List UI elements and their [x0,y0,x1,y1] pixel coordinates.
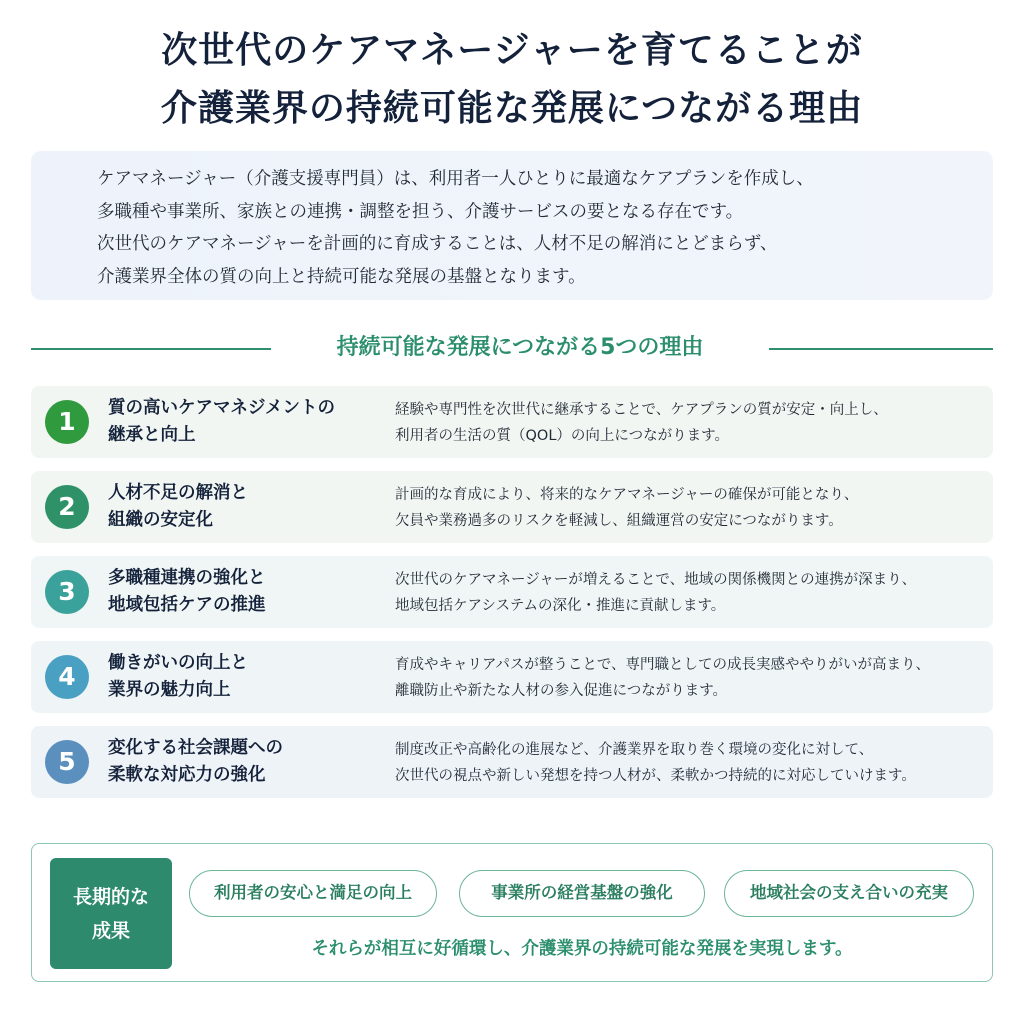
section-header [31,328,993,368]
intro-line: ケアマネージャー（介護支援専門員）は、利用者一人ひとりに最適なケアプランを作成し、 [97,169,814,189]
reason-description-line: 次世代の視点や新しい発想を持つ人材が、柔軟かつ持続的に対応していけます。 [395,768,916,784]
outcome-badge [50,858,172,969]
reason-number-badge: 4 [45,655,89,699]
intro-line: 介護業界全体の質の向上と持続可能な発展の基盤となります。 [97,266,586,287]
outcome-badge-line: 長期的な [72,885,149,908]
page-title-line-1: 次世代のケアマネージャーを育てることが [161,30,863,71]
reason-item-1 [31,386,993,458]
reason-description-line: 計画的な育成により、将来的なケアマネージャーの確保が可能となり、 [395,487,859,503]
reason-number-badge: 5 [45,740,89,784]
reason-item-4 [31,641,993,713]
reason-heading [108,735,283,789]
reason-description [395,482,858,534]
reason-item-2 [31,471,993,543]
reason-heading-line: 人材不足の解消と [108,483,248,503]
intro-panel [31,151,993,300]
reason-description [395,652,930,704]
reason-item-3 [31,556,993,628]
section-divider-right [769,348,993,350]
reason-heading [108,650,248,704]
reason-heading [108,480,248,534]
reason-description-line: 経験や専門性を次世代に継承することで、ケアプランの質が安定・向上し、 [395,402,888,418]
reason-item-5 [31,726,993,798]
reason-heading-line: 変化する社会課題への [108,738,283,758]
reason-description [395,737,916,789]
reason-heading-line: 質の高いケアマネジメントの [108,398,335,418]
reason-heading-line: 組織の安定化 [108,510,213,530]
reason-heading-line: 柔軟な対応力の強化 [108,765,266,785]
reason-number-badge: 3 [45,570,89,614]
reason-description-line: 地域包括ケアシステムの深化・推進に貢献します。 [395,598,726,614]
reason-list [31,386,993,811]
reason-description-line: 離職防止や新たな人材の参入促進につながります。 [395,683,728,699]
outcome-pill: 利用者の安心と満足の向上 [189,870,437,917]
outcome-panel [31,843,993,982]
outcome-pill: 事業所の経営基盤の強化 [459,870,705,917]
reason-heading [108,395,335,449]
page-title-line-2: 介護業界の持続可能な発展につながる理由 [160,88,864,129]
reason-description [395,397,888,449]
outcome-pill: 地域社会の支え合いの充実 [724,870,974,917]
reason-description [395,567,916,619]
outcome-badge-line: 成果 [91,919,130,942]
reason-description-line: 欠員や業務過多のリスクを軽減し、組織運営の安定につながります。 [395,513,843,529]
section-title: 持続可能な発展につながる5つの理由 [336,335,704,360]
section-divider-left [31,348,271,350]
reason-description-line: 制度改正や高齢化の進展など、介護業界を取り巻く環境の変化に対して、 [395,742,874,758]
page-title [0,22,1024,138]
reason-number-badge: 2 [45,485,89,529]
reason-description-line: 利用者の生活の質（QOL）の向上につながります。 [395,428,729,444]
intro-line: 次世代のケアマネージャーを計画的に育成することは、人材不足の解消にとどまらず、 [97,234,778,254]
reason-heading-line: 地域包括ケアの推進 [108,595,266,615]
reason-heading-line: 働きがいの向上と [108,653,248,673]
intro-line: 多職種や事業所、家族との連携・調整を担う、介護サービスの要となる存在です。 [97,201,744,222]
reason-heading-line: 業界の魅力向上 [108,680,231,700]
reason-description-line: 育成やキャリアパスが整うことで、専門職としての成長実感ややりがいが高まり、 [395,657,931,673]
reason-number-badge: 1 [45,400,89,444]
outcome-summary: それらが相互に好循環し、介護業界の持続可能な発展を実現します。 [311,939,853,959]
reason-heading-line: 多職種連携の強化と [108,568,266,588]
reason-heading [108,565,266,619]
reason-heading-line: 継承と向上 [108,425,196,445]
reason-description-line: 次世代のケアマネージャーが増えることで、地域の関係機関との連携が深まり、 [395,572,917,588]
